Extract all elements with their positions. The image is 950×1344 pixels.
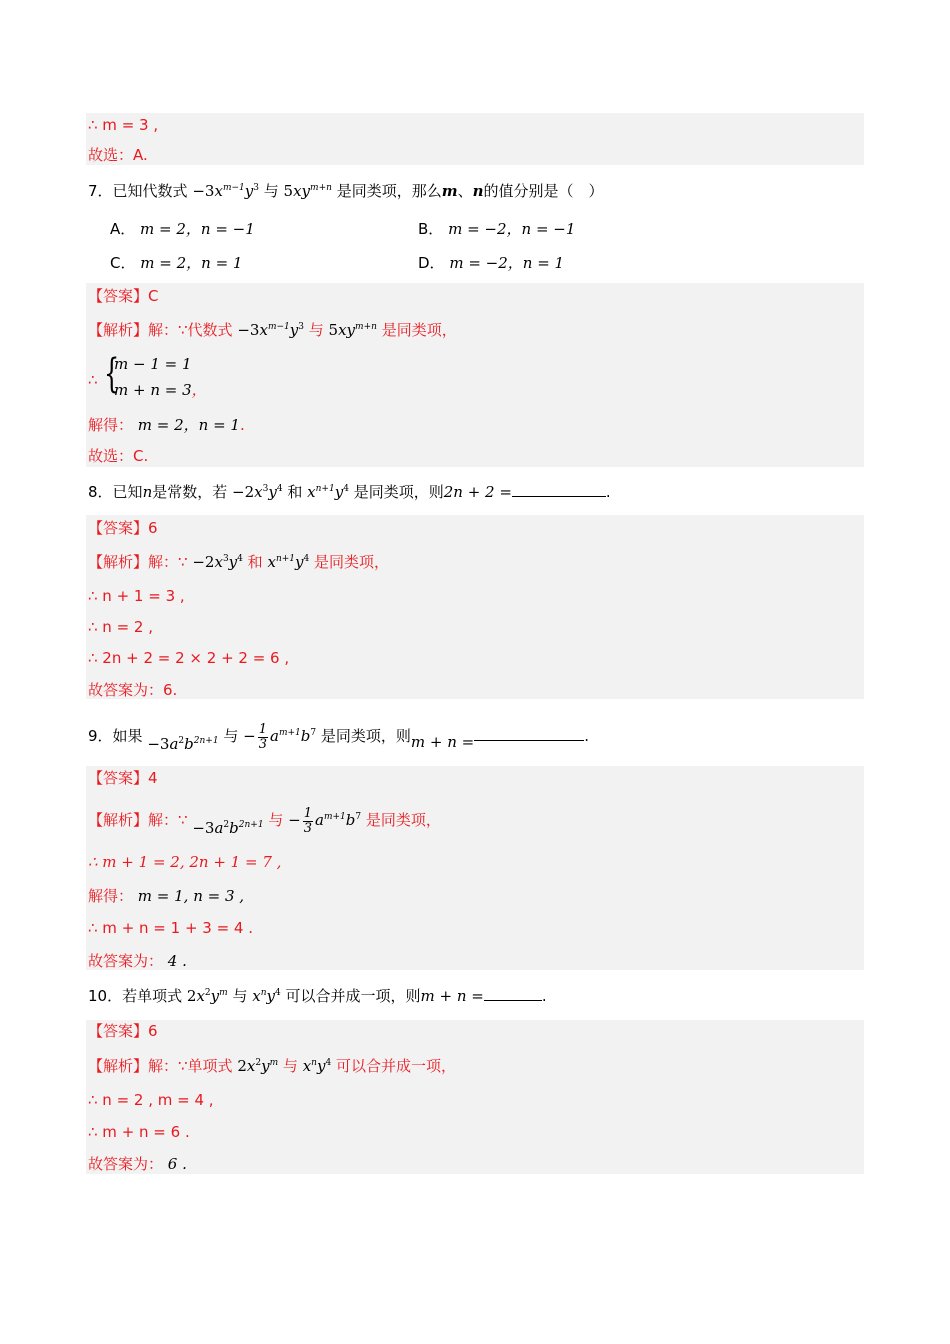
q8-line-3: ∴ 2n + 2 = 2 × 2 + 2 = 6 , bbox=[88, 649, 290, 667]
q7-therefore: ∴ bbox=[88, 371, 98, 389]
q7-option-d[interactable]: D． m = −2，n = 1 bbox=[418, 254, 565, 272]
q7-monomial-2: $5xy^{m+n}$ bbox=[283, 182, 332, 200]
q8-monomial-2: $x^{n+1}y^4$ bbox=[307, 483, 349, 501]
q8-answer: 【答案】6 bbox=[88, 519, 158, 537]
q9-answer-blank[interactable] bbox=[474, 726, 584, 741]
q7-stem: 7．已知代数式 $-3x^{m-1}y^3$ 与 $5xy^{m+n}$ 是同类项，那么m、n的值分别是（ ） bbox=[88, 182, 604, 200]
q10-analysis: 【解析】解：∵单项式 $2x^2y^m$ 与 $x^ny^4$ 可以合并成一项， bbox=[88, 1057, 456, 1075]
q7-choose: 故选：C. bbox=[88, 447, 149, 465]
prev-line-1: ∴ m = 3 , bbox=[88, 116, 159, 134]
prev-line-2: 故选：A. bbox=[88, 146, 148, 164]
q8-line-4: 故答案为：6. bbox=[88, 681, 178, 699]
q7-option-b[interactable]: B． m = −2，n = −1 bbox=[418, 220, 576, 238]
q7-analysis: 【解析】解：∵代数式 $-3x^{m-1}y^3$ 与 $5xy^{m+n}$ 是同类项， bbox=[88, 321, 457, 339]
q9-line-3: ∴ m + n = 1 + 3 = 4 . bbox=[88, 919, 254, 937]
q8-stem: 8．已知n是常数，若 $-2x^3y^4$ 和 $x^{n+1}y^4$ 是同类项，则2n + 2 = . bbox=[88, 483, 611, 501]
q9-stem: 9．如果 $-3a^2b^{2n+1}$ 与 − $\frac{1}{3}$ $a^{m+1}b^7$ 是同类项，则m + n = . bbox=[88, 721, 590, 753]
prev-solution-panel bbox=[86, 113, 864, 165]
q7-option-a[interactable]: A． m = 2，n = −1 bbox=[110, 220, 255, 238]
q7-monomial-1: $-3x^{m-1}y^3$ bbox=[192, 182, 259, 200]
q10-monomial-1: $2x^2y^m$ bbox=[186, 987, 228, 1005]
q8-line-1: ∴ n + 1 = 3 , bbox=[88, 587, 185, 605]
q9-monomial-1: $-3a^2b^{2n+1}$ bbox=[147, 735, 219, 753]
q10-monomial-2: $x^ny^4$ bbox=[252, 987, 281, 1005]
q8-line-2: ∴ n = 2 , bbox=[88, 618, 154, 636]
q9-line-4: 故答案为： 4 . bbox=[88, 952, 187, 970]
q9-line-2: 解得： m = 1, n = 3 , bbox=[88, 887, 245, 905]
q7-system-brace: { bbox=[104, 351, 120, 397]
q10-line-3: 故答案为： 6 . bbox=[88, 1155, 187, 1173]
q9-monomial-2: − $\frac{1}{3}$ $a^{m+1}b^7$ bbox=[243, 721, 317, 752]
q7-solve: 解得： m = 2，n = 1. bbox=[88, 416, 245, 434]
q9-answer: 【答案】4 bbox=[88, 769, 158, 787]
q10-line-1: ∴ n = 2 , m = 4 , bbox=[88, 1091, 214, 1109]
q8-solution-panel bbox=[86, 515, 864, 699]
q10-answer-blank[interactable] bbox=[484, 986, 542, 1001]
q10-answer: 【答案】6 bbox=[88, 1022, 158, 1040]
q10-line-2: ∴ m + n = 6 . bbox=[88, 1123, 190, 1141]
q7-option-c[interactable]: C． m = 2，n = 1 bbox=[110, 254, 243, 272]
q10-stem: 10．若单项式 $2x^2y^m$ 与 $x^ny^4$ 可以合并成一项，则m + n = . bbox=[88, 987, 547, 1005]
q7-system-eq-1: m − 1 = 1 bbox=[114, 355, 192, 373]
q8-monomial-1: $-2x^3y^4$ bbox=[232, 483, 283, 501]
q9-analysis: 【解析】解：∵ $-3a^2b^{2n+1}$ 与 − $\frac{1}{3}$ $a^{m+1}b^7$ 是同类项， bbox=[88, 805, 441, 837]
q8-answer-blank[interactable] bbox=[512, 482, 606, 497]
q7-answer: 【答案】C bbox=[88, 287, 159, 305]
q7-solution-panel bbox=[86, 283, 864, 467]
q8-analysis: 【解析】解：∵ $-2x^3y^4$ 和 $x^{n+1}y^4$ 是同类项， bbox=[88, 553, 390, 571]
q9-line-1: ∴ m + 1 = 2, 2n + 1 = 7 , bbox=[88, 853, 282, 871]
q7-system-eq-2: m + n = 3， bbox=[114, 381, 207, 399]
